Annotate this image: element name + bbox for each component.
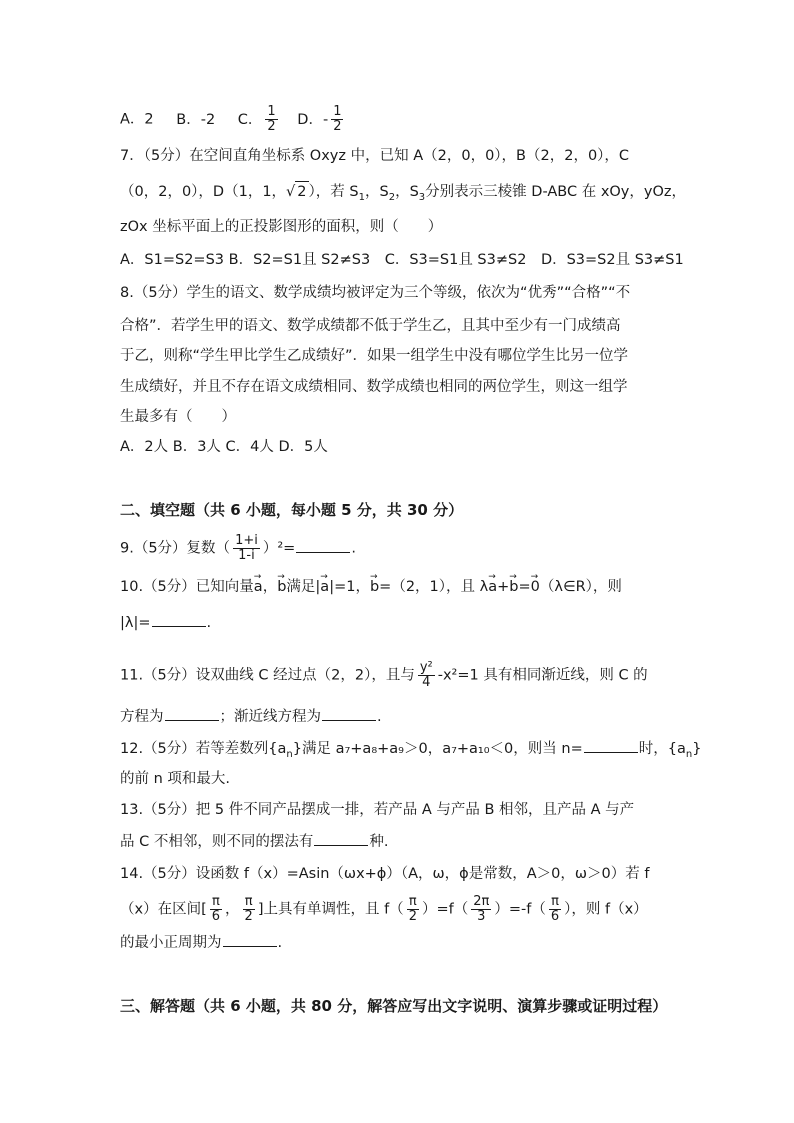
- q7-line-3: zOx 坐标平面上的正投影图形的面积，则（ ）: [120, 219, 443, 235]
- sqrt-radicand: 2: [295, 181, 308, 202]
- zero-vector: → 0: [531, 577, 540, 597]
- q9: 9.（5分）复数（ $\frac{1+i}{1-i}$ ）²= .: [120, 533, 356, 563]
- answer-blank[interactable]: [322, 706, 376, 721]
- q6-option-a: A．2: [120, 111, 154, 128]
- q10-line-1: 10.（5分）已知向量→ a，→ b满足|→ a|=1，→ b=（2，1），且 λ→ a+→ b=→ 0（λ∈R），则: [120, 577, 622, 597]
- answer-blank[interactable]: [165, 706, 219, 721]
- q14-line-3: 的最小正周期为 .: [120, 932, 282, 953]
- q11-fraction: $\frac{\text{y²}}{4}$: [419, 660, 433, 690]
- q14-line-2: （x）在区间[ $\frac{\pi}{6}$ ， $\frac{\pi}{2}$ ]上具有单调性，且 f（ $\frac{\pi}{2}$ ）=f（ $\frac{2\pi}{3}$ ）=-f（ $\frac{\pi}{6}$ ），则 f（x）: [120, 894, 648, 924]
- answer-blank[interactable]: [296, 538, 350, 553]
- q6-option-c-fraction: $\frac{1}{2}$: [267, 104, 276, 134]
- q6-option-d: D．-: [297, 111, 329, 128]
- q9-fraction: $\frac{1+i}{1-i}$: [235, 533, 258, 563]
- section-2-heading: 二、填空题（共 6 小题，每小题 5 分，共 30 分）: [120, 501, 464, 519]
- q8-options: A．2人 B．3人 C．4人 D．5人: [120, 439, 328, 455]
- q8-line-5: 生最多有（ ）: [120, 409, 236, 425]
- q12-line-2: 的前 n 项和最大.: [120, 771, 231, 787]
- q8-line-2: 合格”．若学生甲的语文、数学成绩都不低于学生乙，且其中至少有一门成绩高: [120, 318, 621, 334]
- answer-blank[interactable]: [584, 738, 638, 753]
- q12-line-1: 12.（5分）若等差数列$\{a_n\}$满足 a₇+a₈+a₉＞0，a₇+a₁₀＜0，则当 n= 时，$\{a_n\}$: [120, 738, 701, 765]
- section-3-heading: 三、解答题（共 6 小题，共 80 分，解答应写出文字说明、演算步骤或证明过程）: [120, 997, 668, 1015]
- q7-line-2: （0，2，0），D（1，1，√ 2 ），若 $S_1$，$S_2$，$S_3$分别表示三棱锥 D-ABC 在 xOy，yOz，: [120, 181, 686, 208]
- q14-line-1: 14.（5分）设函数 f（x）=Asin（ωx+ϕ）（A，ω，ϕ是常数，A＞0，ω＞0）若 f: [120, 866, 650, 882]
- vector-a: → a: [254, 577, 263, 597]
- q6-option-d-fraction: $\frac{1}{2}$: [333, 104, 342, 134]
- q13-line-1: 13.（5分）把 5 件不同产品摆成一排，若产品 A 与产品 B 相邻，且产品 A 与产: [120, 802, 635, 818]
- q13-line-2: 品 C 不相邻，则不同的摆法有 种.: [120, 831, 388, 852]
- answer-blank[interactable]: [223, 932, 277, 947]
- answer-blank[interactable]: [314, 831, 368, 846]
- q10-line-2: |λ|= .: [120, 612, 211, 633]
- q6-option-b: B．-2: [176, 111, 216, 128]
- q8-line-4: 生成绩好，并且不存在语文成绩相同、数学成绩也相同的两位学生，则这一组学: [120, 379, 628, 395]
- answer-blank[interactable]: [152, 612, 206, 627]
- vector-b: → b: [277, 577, 286, 597]
- q6-option-c: C．: [237, 111, 263, 128]
- q11-line-2: 方程为 ；渐近线方程为 .: [120, 706, 382, 727]
- q8-line-1: 8.（5分）学生的语文、数学成绩均被评定为三个等级，依次为“优秀”“合格”“不: [120, 285, 631, 301]
- q7-options: A．S1=S2=S3 B．S2=S1且 S2≠S3 C．S3=S1且 S3≠S2 D．S3=S2且 S3≠S1: [120, 252, 684, 268]
- q6-options: [120, 105, 346, 134]
- q11-line-1: 11.（5分）设双曲线 C 经过点（2，2），且与 $\frac{\text{y²}}{4}$ -x²=1 具有相同渐近线，则 C 的: [120, 660, 648, 690]
- q7-line-1: 7．（5分）在空间直角坐标系 Oxyz 中，已知 A（2，0，0），B（2，2，0），C: [120, 148, 630, 164]
- q8-line-3: 于乙，则称“学生甲比学生乙成绩好”．如果一组学生中没有哪位学生比另一位学: [120, 348, 629, 364]
